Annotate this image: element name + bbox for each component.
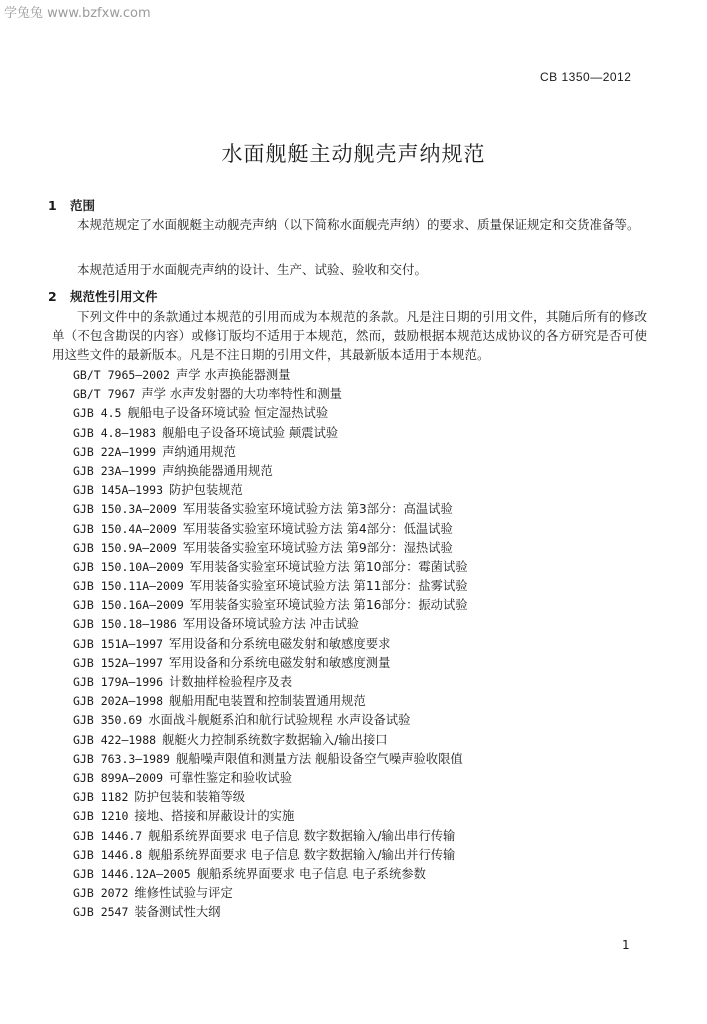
reference-title: 舰船系统界面要求 电子信息 数字数据输入/输出并行传输	[148, 847, 456, 862]
reference-code: GB/T 7965—2002	[73, 368, 170, 382]
reference-item	[73, 692, 468, 711]
reference-code: GJB 1182	[73, 790, 129, 805]
reference-title: 军用设备和分系统电磁发射和敏感度测量	[169, 655, 391, 670]
reference-item	[73, 711, 468, 730]
reference-code: GJB 150.11A—2009	[73, 579, 184, 594]
reference-code: GJB 150.10A—2009	[73, 559, 184, 574]
reference-title: 舰船噪声限值和测量方法 舰船设备空气噪声验收限值	[175, 751, 463, 766]
reference-title: 舰船电子设备环境试验 恒定湿热试验	[127, 406, 329, 421]
page-number: 1	[622, 938, 630, 952]
reference-title: 军用装备实验室环境试验方法 第4部分：低温试验	[182, 521, 453, 536]
reference-code: GB/T 7967	[73, 387, 136, 402]
reference-item	[73, 443, 468, 462]
reference-title: 装备测试性大纲	[134, 905, 221, 920]
reference-title: 军用设备和分系统电磁发射和敏感度要求	[169, 636, 391, 651]
reference-item	[73, 673, 468, 692]
reference-code: GJB 151A—1997	[73, 636, 164, 651]
reference-code: GJB 2072	[73, 886, 129, 901]
reference-title: 军用设备环境试验方法 冲击试验	[182, 617, 359, 632]
reference-title: 声纳换能器通用规范	[162, 463, 273, 478]
reference-title: 军用装备实验室环境试验方法 第3部分：高温试验	[182, 502, 453, 517]
reference-item	[73, 615, 468, 634]
reference-code: GJB 763.3—1989	[73, 751, 170, 766]
reference-title: 维修性试验与评定	[134, 886, 233, 901]
reference-code: GJB 4.5	[73, 406, 122, 421]
reference-item	[73, 462, 468, 481]
reference-item	[73, 769, 468, 788]
reference-title: 防护包装规范	[169, 483, 243, 498]
reference-code: GJB 2547	[73, 905, 129, 920]
reference-title: 舰艇火力控制系统数字数据输入/输出接口	[162, 732, 388, 747]
section-heading-scope	[48, 196, 95, 214]
section-number: 1	[48, 198, 57, 213]
reference-title: 水面战斗舰艇系泊和航行试验规程 水声设备试验	[148, 713, 411, 728]
reference-item	[73, 481, 468, 500]
reference-item	[73, 500, 468, 519]
reference-title: 声学 水声发射器的大功率特性和测量	[141, 387, 342, 402]
reference-title: 接地、搭接和屏蔽设计的实施	[134, 809, 295, 824]
reference-item	[73, 520, 468, 539]
reference-item	[73, 424, 468, 443]
reference-code: GJB 150.18—1986	[73, 617, 177, 632]
reference-title: 舰船系统界面要求 电子信息 电子系统参数	[196, 866, 426, 881]
reference-title: 舰船电子设备环境试验 颠震试验	[162, 425, 339, 440]
reference-item	[73, 884, 468, 903]
reference-title: 舰船系统界面要求 电子信息 数字数据输入/输出串行传输	[148, 828, 456, 843]
reference-code: GJB 22A—1999	[73, 444, 157, 459]
reference-code: GJB 1446.8	[73, 847, 143, 862]
reference-item	[73, 903, 468, 922]
reference-item	[73, 539, 468, 558]
reference-item	[73, 577, 468, 596]
scope-paragraph-1: 本规范规定了水面舰艇主动舰壳声纳（以下简称水面舰壳声纳）的要求、质量保证规定和交货准备等。	[77, 217, 640, 232]
reference-item	[73, 558, 468, 577]
reference-code: GJB 150.4A—2009	[73, 521, 177, 536]
reference-item	[73, 807, 468, 826]
reference-code: GJB 150.9A—2009	[73, 540, 177, 555]
standard-code: CB 1350—2012	[540, 70, 632, 84]
reference-item	[73, 654, 468, 673]
section-number: 2	[48, 289, 57, 304]
reference-code: GJB 4.8—1983	[73, 425, 157, 440]
reference-code: GJB 1210	[73, 809, 129, 824]
reference-title: 舰船用配电装置和控制装置通用规范	[169, 694, 366, 709]
document-title: 水面舰艇主动舰壳声纳规范	[221, 142, 486, 166]
reference-code: GJB 350.69	[73, 713, 143, 728]
reference-item	[73, 827, 468, 846]
reference-title: 军用装备实验室环境试验方法 第9部分：湿热试验	[182, 540, 453, 555]
section-heading-normative-references	[48, 287, 158, 305]
reference-code: GJB 152A—1997	[73, 655, 164, 670]
reference-code: GJB 179A—1996	[73, 675, 164, 689]
reference-title: 声纳通用规范	[162, 444, 236, 459]
references-intro-paragraph: 下列文件中的条款通过本规范的引用而成为本规范的条款。凡是注日期的引用文件，其随后所有的修改单（不包含勘误的内容）或修订版均不适用于本规范，然而，鼓励根据本规范达成协议的各方研究是否可使用这些文件的最新版本。凡是不注日期的引用文件，其最新版本适用于本规范。	[52, 309, 647, 362]
reference-item	[73, 846, 468, 865]
reference-title: 军用装备实验室环境试验方法 第11部分：盐雾试验	[189, 579, 468, 594]
reference-item	[73, 750, 468, 769]
section-title: 范围	[70, 198, 96, 213]
reference-item	[73, 366, 468, 385]
reference-item	[73, 635, 468, 654]
reference-item	[73, 596, 468, 615]
reference-title: 军用装备实验室环境试验方法 第16部分：振动试验	[189, 598, 468, 613]
reference-code: GJB 899A—2009	[73, 770, 164, 785]
reference-code: GJB 150.16A—2009	[73, 598, 184, 613]
reference-code: GJB 422—1988	[73, 732, 157, 747]
scope-paragraph-2: 本规范适用于水面舰壳声纳的设计、生产、试验、验收和交付。	[77, 262, 428, 277]
reference-item	[73, 385, 468, 404]
reference-code: GJB 1446.7	[73, 828, 143, 843]
reference-title: 可靠性鉴定和验收试验	[169, 770, 292, 785]
reference-title: 防护包装和装箱等级	[134, 790, 246, 805]
site-watermark: 学兔兔 www.bzfxw.com	[4, 6, 151, 21]
reference-title: 军用装备实验室环境试验方法 第10部分：霉菌试验	[189, 559, 468, 574]
reference-code: GJB 1446.12A—2005	[73, 866, 191, 881]
reference-code: GJB 150.3A—2009	[73, 502, 177, 517]
reference-code: GJB 23A—1999	[73, 463, 157, 478]
section-title: 规范性引用文件	[70, 289, 158, 304]
reference-item	[73, 788, 468, 807]
reference-title: 计数抽样检验程序及表	[169, 675, 292, 689]
reference-code: GJB 202A—1998	[73, 694, 164, 709]
reference-list	[73, 366, 468, 922]
reference-code: GJB 145A—1993	[73, 483, 164, 498]
reference-item	[73, 731, 468, 750]
reference-item	[73, 404, 468, 423]
reference-item	[73, 865, 468, 884]
reference-title: 声学 水声换能器测量	[175, 368, 291, 382]
